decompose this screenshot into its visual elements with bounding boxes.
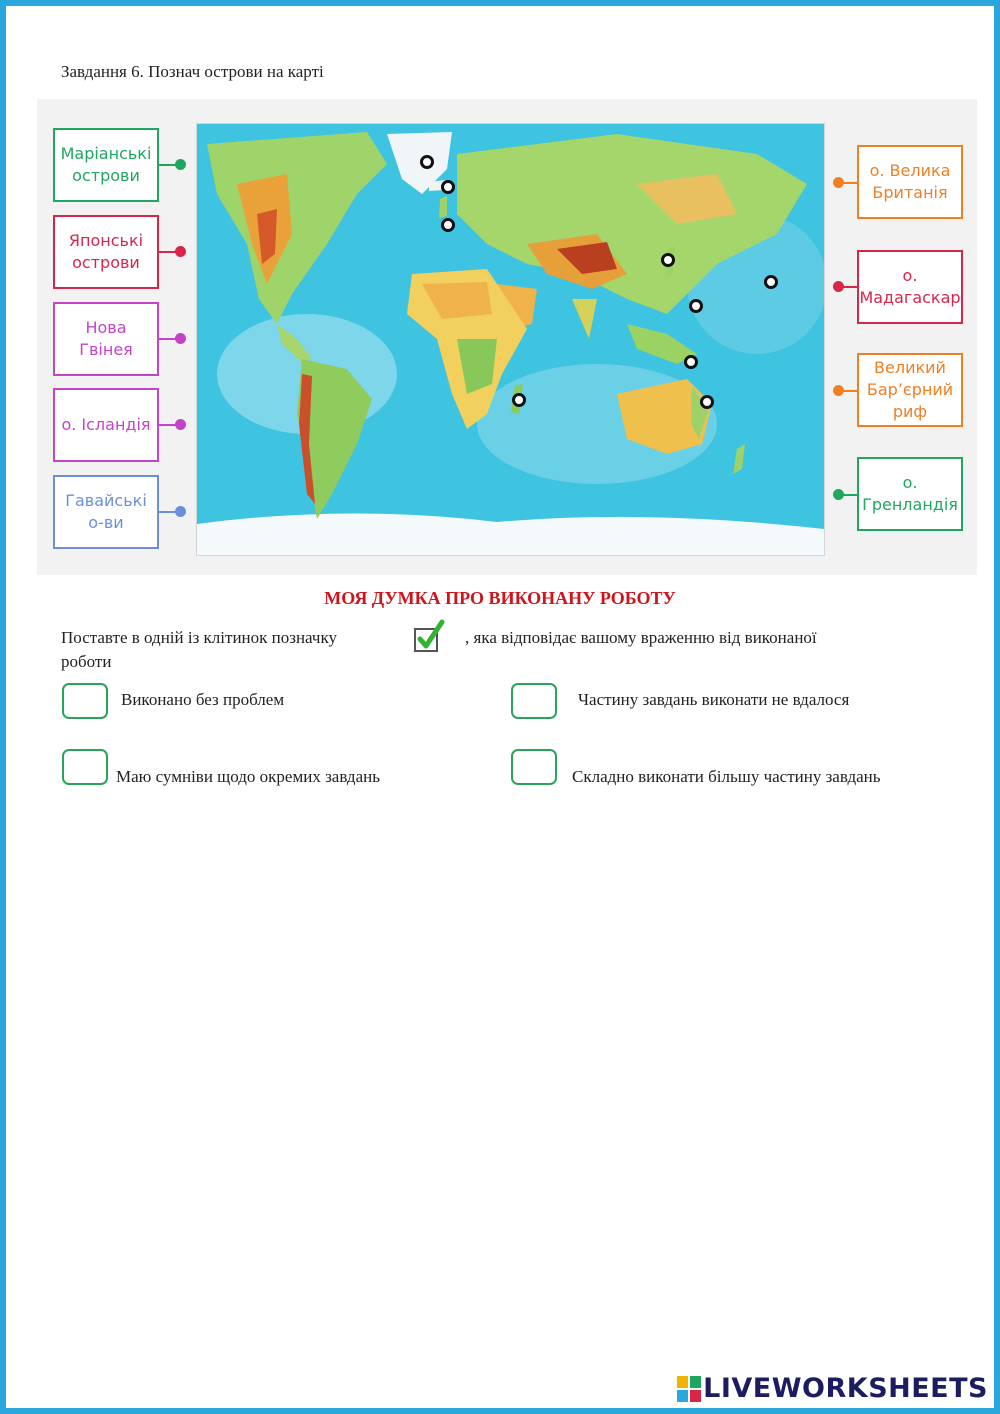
task-title: Завдання 6. Познач острови на карті — [61, 62, 324, 81]
label-hawaiian-islands[interactable]: Гавайські о-ви — [53, 475, 159, 549]
feedback-heading: МОЯ ДУМКА ПРО ВИКОНАНУ РОБОТУ — [324, 588, 676, 608]
connector-dot[interactable] — [833, 177, 844, 188]
map-marker[interactable] — [661, 253, 675, 267]
label-greenland[interactable]: о. Гренландія — [857, 457, 963, 531]
option-checkbox-most-difficult[interactable] — [511, 749, 557, 785]
brand-footer — [677, 1373, 988, 1404]
instruction-text-continued: , яка відповідає вашому враженню від виконаної — [465, 628, 817, 647]
label-new-guinea[interactable]: Нова Гвінея — [53, 302, 159, 376]
map-marker[interactable] — [512, 393, 526, 407]
option-checkbox-some-doubts[interactable] — [62, 749, 108, 785]
map-marker[interactable] — [684, 355, 698, 369]
connector-dot[interactable] — [833, 281, 844, 292]
world-physical-map — [196, 123, 825, 556]
map-marker[interactable] — [420, 155, 434, 169]
connector-dot[interactable] — [175, 333, 186, 344]
connector-dot[interactable] — [175, 419, 186, 430]
liveworksheets-logo-icon — [677, 1376, 701, 1402]
option-label-some-doubts: Маю сумніви щодо окремих завдань — [116, 767, 380, 786]
map-marker[interactable] — [700, 395, 714, 409]
label-mariana-islands[interactable]: Маріанські острови — [53, 128, 159, 202]
map-marker[interactable] — [441, 180, 455, 194]
instruction-text: Поставте в одній із клітинок позначку — [61, 628, 337, 647]
map-marker[interactable] — [441, 218, 455, 232]
connector-dot[interactable] — [833, 385, 844, 396]
option-checkbox-some-failed[interactable] — [511, 683, 557, 719]
label-japanese-islands[interactable]: Японські острови — [53, 215, 159, 289]
label-great-britain[interactable]: о. Велика Британія — [857, 145, 963, 219]
brand-name: LIVEWORKSHEETS — [703, 1373, 988, 1404]
checkmark-icon — [413, 619, 445, 653]
option-checkbox-no-problems[interactable] — [62, 683, 108, 719]
label-madagascar[interactable]: о. Мадагаскар — [857, 250, 963, 324]
option-label-most-difficult: Складно виконати більшу частину завдань — [572, 767, 881, 786]
option-label-no-problems: Виконано без проблем — [121, 690, 285, 709]
option-label-some-failed: Частину завдань виконати не вдалося — [578, 690, 850, 709]
instruction-text-end: роботи — [61, 652, 112, 671]
label-great-barrier-reef[interactable]: Великий Бар’єрний риф — [857, 353, 963, 427]
connector-dot[interactable] — [175, 506, 186, 517]
connector-dot[interactable] — [175, 246, 186, 257]
connector-dot[interactable] — [175, 159, 186, 170]
map-image — [197, 124, 824, 555]
map-marker[interactable] — [689, 299, 703, 313]
label-iceland[interactable]: о. Ісландія — [53, 388, 159, 462]
map-marker[interactable] — [764, 275, 778, 289]
connector-dot[interactable] — [833, 489, 844, 500]
